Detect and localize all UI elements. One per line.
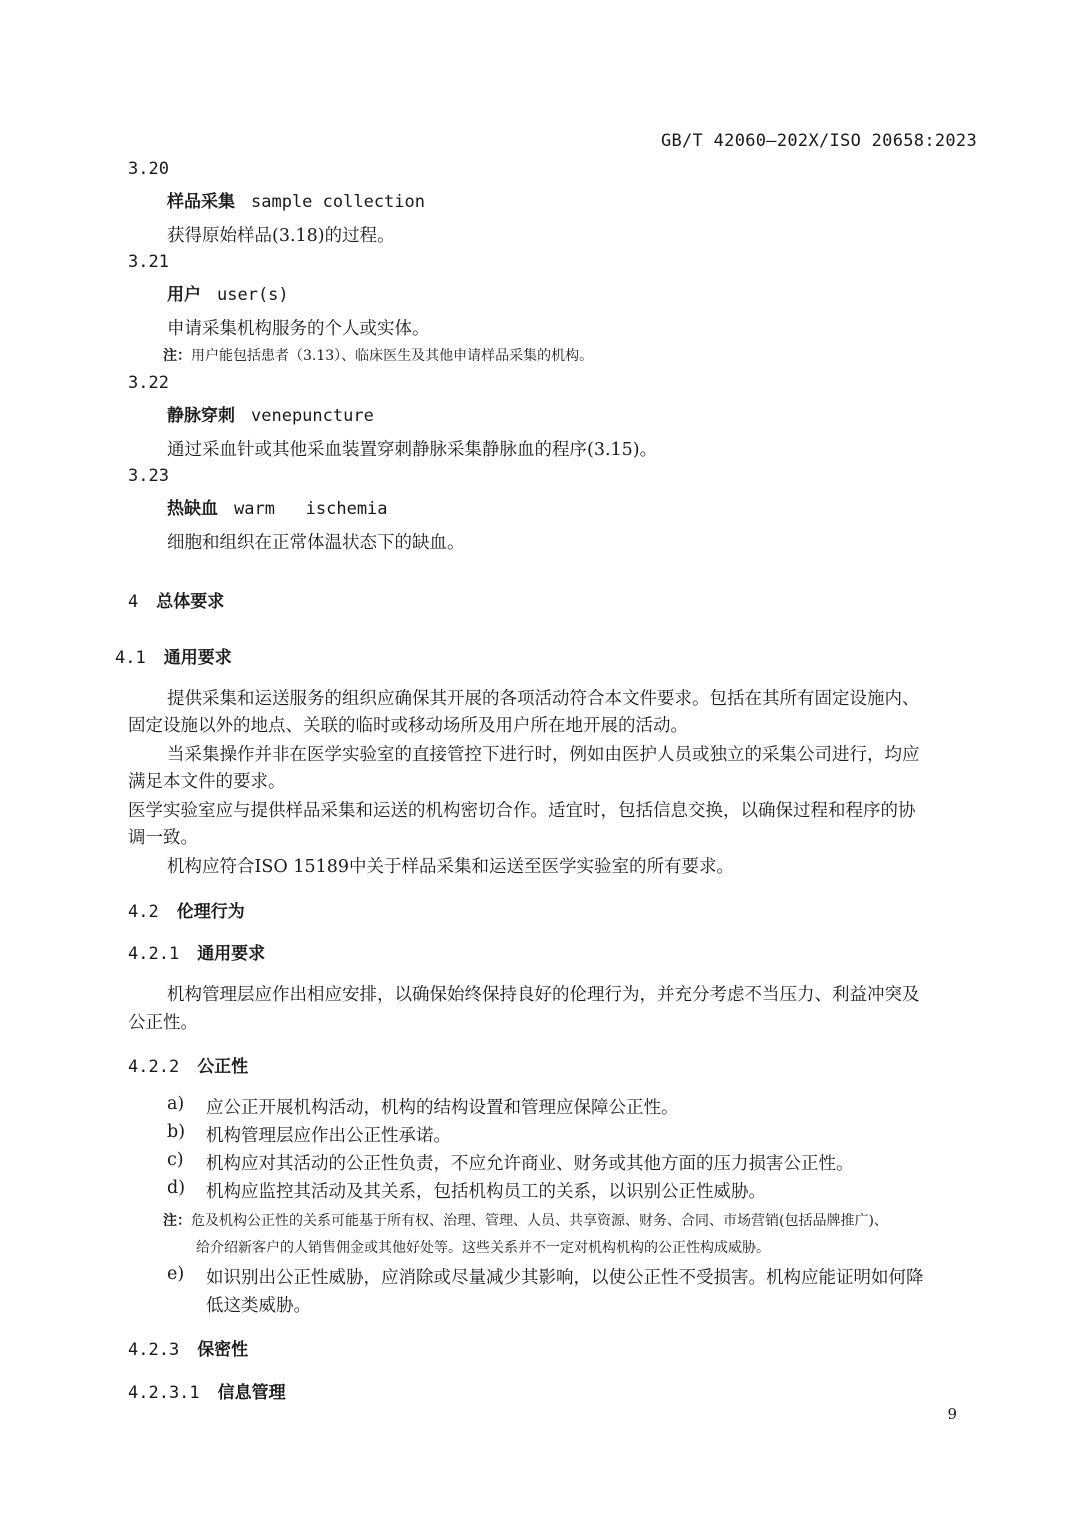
section-number: 4 — [128, 592, 139, 612]
term-zh: 静脉穿刺 — [167, 406, 235, 426]
list-item-text: 应公正开展机构活动，机构的结构设置和管理应保障公正性。 — [206, 1098, 679, 1118]
term-heading — [167, 187, 425, 212]
section-title: 公正性 — [197, 1057, 249, 1077]
term-zh: 热缺血 — [167, 499, 218, 519]
term-zh: 样品采集 — [167, 192, 235, 212]
term-definition: 申请采集机构服务的个人或实体。 — [167, 319, 430, 339]
standard-id-header: GB/T 42060—202X/ISO 20658:2023 — [660, 131, 977, 151]
paragraph-line: 公正性。 — [128, 1013, 198, 1033]
page-number: 9 — [947, 1405, 957, 1423]
list-item — [167, 1264, 924, 1288]
section-title: 总体要求 — [156, 592, 225, 612]
paragraph-line: 调一致。 — [128, 828, 198, 848]
paragraph-line: 满足本文件的要求。 — [128, 772, 286, 792]
list-item-text-continued: 低这类威胁。 — [206, 1296, 311, 1316]
note-label: 注： — [163, 1213, 191, 1229]
term-number: 3.22 — [128, 373, 169, 393]
term-heading — [167, 401, 374, 426]
paragraph-line: 机构管理层应作出相应安排，以确保始终保持良好的伦理行为，并充分考虑不当压力、利益冲突及 — [167, 985, 920, 1005]
term-en: sample collection — [251, 192, 425, 212]
note-label: 注： — [163, 348, 191, 364]
list-item — [167, 1150, 854, 1174]
list-item-text: 机构应监控其活动及其关系，包括机构员工的关系，以识别公正性威胁。 — [206, 1182, 766, 1202]
term-heading — [167, 280, 289, 305]
paragraph-line: 固定设施以外的地点、关联的临时或移动场所及用户所在地开展的活动。 — [128, 716, 688, 736]
list-item-label: a) — [167, 1094, 185, 1114]
note-text: 用户能包括患者（3.13）、临床医生及其他申请样品采集的机构。 — [191, 348, 594, 364]
term-heading — [167, 494, 388, 519]
section-number: 4.2.3.1 — [128, 1383, 200, 1403]
paragraph-line: 当采集操作并非在医学实验室的直接管控下进行时，例如由医护人员或独立的采集公司进行，均应 — [167, 745, 920, 765]
term-number: 3.20 — [128, 159, 169, 179]
list-item-text: 如识别出公正性威胁，应消除或尽量减少其影响，以使公正性不受损害。机构应能证明如何降 — [206, 1268, 924, 1288]
section-heading — [128, 587, 224, 612]
list-item — [167, 1094, 679, 1118]
list-item-label: d) — [167, 1178, 186, 1198]
note-text-continued: 给介绍新客户的人销售佣金或其他好处等。这些关系并不一定对机构机构的公正性构成威胁。 — [196, 1240, 770, 1256]
term-en: venepuncture — [251, 406, 374, 426]
note-text: 危及机构公正性的关系可能基于所有权、治理、管理、人员、共享资源、财务、合同、市场营销(包括品牌推广)、 — [191, 1213, 888, 1229]
list-item — [167, 1122, 451, 1146]
paragraph-line: 医学实验室应与提供样品采集和运送的机构密切合作。适宜时，包括信息交换，以确保过程和程序的协 — [128, 801, 916, 821]
section-heading — [128, 939, 265, 964]
section-title: 伦理行为 — [176, 902, 245, 922]
term-note — [163, 345, 593, 365]
paragraph-line: 提供采集和运送服务的组织应确保其开展的各项活动符合本文件要求。包括在其所有固定设施内、 — [167, 689, 920, 709]
section-heading — [128, 1335, 248, 1360]
section-number: 4.1 — [115, 648, 146, 668]
section-title: 通用要求 — [197, 944, 266, 964]
section-title: 信息管理 — [217, 1383, 286, 1403]
list-item-text: 机构管理层应作出公正性承诺。 — [206, 1126, 451, 1146]
list-item-label: c) — [167, 1150, 184, 1170]
term-number: 3.21 — [128, 252, 169, 272]
term-zh: 用户 — [167, 285, 201, 305]
term-en: user(s) — [217, 285, 289, 305]
list-item-label: b) — [167, 1122, 186, 1142]
section-heading — [128, 1378, 286, 1403]
term-definition: 获得原始样品(3.18)的过程。 — [167, 226, 395, 246]
section-heading — [128, 1052, 248, 1077]
term-definition: 通过采血针或其他采血装置穿刺静脉采集静脉血的程序(3.15)。 — [167, 440, 658, 460]
section-number: 4.2.1 — [128, 944, 180, 964]
term-en: warm ischemia — [234, 499, 388, 519]
term-number: 3.23 — [128, 466, 169, 486]
impartiality-note — [163, 1210, 888, 1230]
section-number: 4.2.3 — [128, 1340, 180, 1360]
section-heading — [115, 643, 232, 668]
term-definition: 细胞和组织在正常体温状态下的缺血。 — [167, 533, 465, 553]
section-number: 4.2.2 — [128, 1057, 180, 1077]
paragraph-line: 机构应符合ISO 15189中关于样品采集和运送至医学实验室的所有要求。 — [167, 857, 734, 877]
list-item — [167, 1178, 766, 1202]
list-item-text: 机构应对其活动的公正性负责，不应允许商业、财务或其他方面的压力损害公正性。 — [206, 1154, 854, 1174]
section-number: 4.2 — [128, 902, 159, 922]
section-heading — [128, 897, 245, 922]
list-item-label: e) — [167, 1264, 185, 1284]
section-title: 保密性 — [197, 1340, 249, 1360]
section-title: 通用要求 — [163, 648, 232, 668]
